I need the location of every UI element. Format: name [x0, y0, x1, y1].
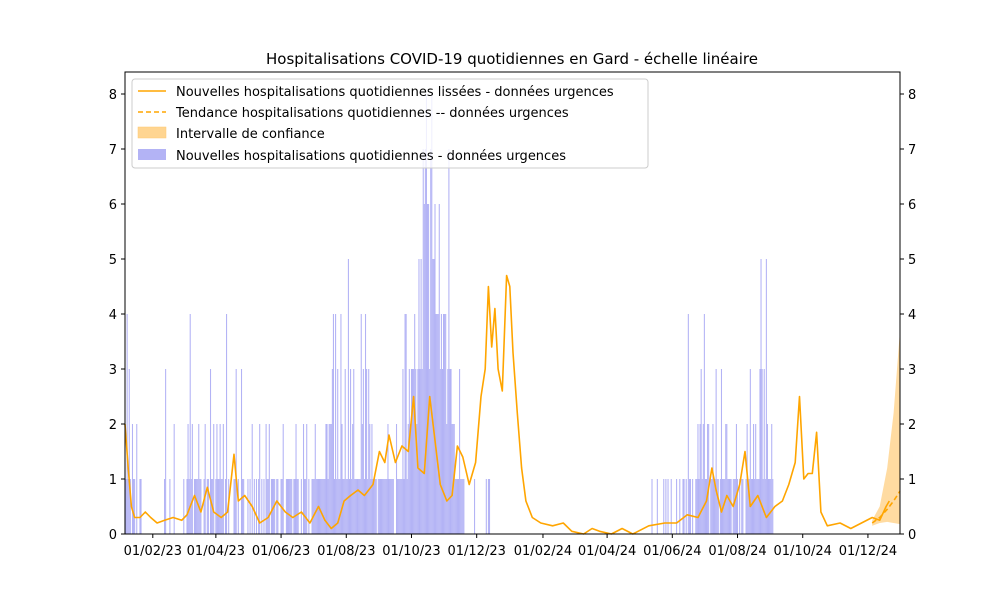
bar [362, 424, 363, 534]
bar [440, 369, 441, 534]
bar [301, 479, 302, 534]
bar [407, 479, 408, 534]
bar [376, 479, 377, 534]
bar [695, 479, 696, 534]
bar [393, 479, 394, 534]
bar [381, 479, 382, 534]
bar [668, 479, 669, 534]
bar [717, 479, 718, 534]
bar [451, 369, 452, 534]
bar [390, 479, 391, 534]
bar [128, 479, 129, 534]
bar [323, 479, 324, 534]
bar [333, 314, 334, 534]
y-tick-label-right: 7 [908, 143, 917, 158]
bar [401, 479, 402, 534]
bar [692, 479, 693, 534]
bar [322, 479, 323, 534]
bar [349, 479, 350, 534]
bar [391, 479, 392, 534]
bar [242, 479, 243, 534]
y-tick-label-left: 7 [108, 143, 117, 158]
bar [345, 369, 346, 534]
bar [247, 479, 248, 534]
bar [164, 479, 165, 534]
bar [708, 424, 709, 534]
bar [352, 424, 353, 534]
bar [192, 424, 193, 534]
bar [236, 369, 237, 534]
bar [369, 424, 370, 534]
bar [718, 479, 719, 534]
bar [258, 479, 259, 534]
bar [752, 479, 753, 534]
bar [169, 479, 170, 534]
bar [316, 479, 317, 534]
x-tick-label: 01/02/23 [123, 544, 182, 559]
bar [188, 424, 189, 534]
bar [360, 479, 361, 534]
bar [276, 479, 277, 534]
y-tick-label-right: 5 [908, 253, 917, 268]
bar [761, 259, 762, 534]
bar [331, 424, 332, 534]
bar [132, 424, 133, 534]
legend-swatch-bars [138, 149, 166, 160]
bar [133, 479, 134, 534]
x-tick-label: 01/06/24 [643, 544, 702, 559]
bar [366, 369, 367, 534]
bar [298, 479, 299, 534]
bar [327, 424, 328, 534]
bar [438, 314, 439, 534]
bar [259, 424, 260, 534]
bar [267, 479, 268, 534]
bar [704, 314, 705, 534]
bar [304, 479, 305, 534]
bar [676, 479, 677, 534]
bar [368, 369, 369, 534]
bar [321, 479, 322, 534]
bar [383, 479, 384, 534]
bar [769, 479, 770, 534]
bar [430, 149, 431, 534]
bar [261, 479, 262, 534]
bar [488, 479, 489, 534]
bar [447, 369, 448, 534]
bar [332, 369, 333, 534]
smoothed-line [125, 276, 889, 535]
bar [359, 479, 360, 534]
bar [277, 479, 278, 534]
bar [386, 479, 387, 534]
bar [347, 479, 348, 534]
bar [750, 369, 751, 534]
y-tick-label-left: 2 [108, 418, 117, 433]
bar [204, 479, 205, 534]
bar [268, 479, 269, 534]
bar [448, 149, 449, 534]
bar [702, 479, 703, 534]
bar [400, 479, 401, 534]
legend-label-trend: Tendance hospitalisations quotidiennes -- données urgences [176, 106, 569, 121]
bar [406, 314, 407, 534]
bar [665, 479, 666, 534]
bar [432, 259, 433, 534]
y-tick-label-right: 1 [908, 473, 917, 488]
bar [389, 479, 390, 534]
bar [129, 369, 130, 534]
bar [425, 149, 426, 534]
bar [397, 479, 398, 534]
bar [256, 479, 257, 534]
bar [758, 479, 759, 534]
y-tick-label-left: 5 [108, 253, 117, 268]
bar [372, 479, 373, 534]
bar [442, 369, 443, 534]
bar [728, 479, 729, 534]
bar [374, 479, 375, 534]
bar [753, 424, 754, 534]
bar [367, 479, 368, 534]
bar [205, 424, 206, 534]
bar [713, 479, 714, 534]
bar [287, 479, 288, 534]
y-tick-label-left: 6 [108, 198, 117, 213]
bar [725, 424, 726, 534]
bar [424, 204, 425, 534]
bar [293, 479, 294, 534]
bar [770, 479, 771, 534]
bar [422, 369, 423, 534]
bar [412, 369, 413, 534]
legend-label-ci: Intervalle de confiance [176, 127, 325, 142]
bar [457, 479, 458, 534]
x-tick-label: 01/06/23 [251, 544, 311, 559]
bar [413, 369, 414, 534]
bar [329, 424, 330, 534]
x-tick-label: 01/12/23 [447, 544, 506, 559]
bar [325, 424, 326, 534]
bar [402, 369, 403, 534]
bar [399, 479, 400, 534]
bar [384, 479, 385, 534]
x-tick-label: 01/08/23 [317, 544, 376, 559]
bar [726, 424, 727, 534]
y-tick-label-left: 8 [108, 88, 117, 103]
bar [341, 424, 342, 534]
bar [449, 369, 450, 534]
bar [312, 479, 313, 534]
bar [350, 369, 351, 534]
bar [686, 479, 687, 534]
bar [443, 314, 444, 534]
bar [433, 259, 434, 534]
bar [690, 479, 691, 534]
bar [271, 479, 272, 534]
bar [731, 479, 732, 534]
bar [200, 479, 201, 534]
bar [671, 479, 672, 534]
bar [703, 424, 704, 534]
bar [727, 479, 728, 534]
bar [363, 369, 364, 534]
bar [379, 479, 380, 534]
bar [455, 479, 456, 534]
bar [428, 204, 429, 534]
bar [313, 479, 314, 534]
bar [225, 479, 226, 534]
bar [134, 479, 135, 534]
bar [463, 479, 464, 534]
bar [756, 479, 757, 534]
bar [351, 479, 352, 534]
bar [716, 369, 717, 534]
bar [689, 479, 690, 534]
bar [190, 314, 191, 534]
bar [356, 479, 357, 534]
bar [724, 479, 725, 534]
bar [371, 424, 372, 534]
y-tick-label-left: 0 [108, 528, 117, 543]
bar [305, 479, 306, 534]
bar [361, 314, 362, 534]
bar [194, 479, 195, 534]
bar [183, 479, 184, 534]
bar [198, 424, 199, 534]
bar [254, 479, 255, 534]
bar [741, 479, 742, 534]
bar [688, 314, 689, 534]
bar [759, 369, 760, 534]
bar [705, 479, 706, 534]
bar [223, 424, 224, 534]
bar [238, 479, 239, 534]
bar [441, 314, 442, 534]
x-tick-label: 01/08/24 [708, 544, 767, 559]
y-tick-label-right: 2 [908, 418, 917, 433]
bar [217, 479, 218, 534]
bar [707, 424, 708, 534]
bar [456, 479, 457, 534]
bar [336, 479, 337, 534]
bar [241, 369, 242, 534]
bar [755, 424, 756, 534]
bar [289, 479, 290, 534]
bar [222, 479, 223, 534]
bar [730, 479, 731, 534]
bar [286, 479, 287, 534]
y-tick-label-left: 1 [108, 473, 117, 488]
bar [364, 479, 365, 534]
bar [418, 259, 419, 534]
smoothed-line-layer [125, 276, 889, 535]
x-tick-label: 01/10/23 [382, 544, 441, 559]
bar [766, 259, 767, 534]
bar [458, 479, 459, 534]
bar [699, 479, 700, 534]
bar [375, 479, 376, 534]
bar [434, 204, 435, 534]
bar [461, 479, 462, 534]
bar [742, 479, 743, 534]
legend-label-bars: Nouvelles hospitalisations quotidiennes - données urgences [176, 149, 566, 164]
x-tick-label: 01/04/23 [186, 544, 246, 559]
bar [398, 479, 399, 534]
y-tick-label-right: 6 [908, 198, 917, 213]
bar [765, 479, 766, 534]
bar [682, 479, 683, 534]
x-tick-label: 01/12/24 [838, 544, 898, 559]
y-tick-label-right: 4 [908, 308, 917, 323]
bar [210, 369, 211, 534]
bar [226, 314, 227, 534]
bar [337, 369, 338, 534]
bar [266, 424, 267, 534]
bar [314, 479, 315, 534]
bar [308, 479, 309, 534]
bar [684, 479, 685, 534]
bar [392, 479, 393, 534]
bar [380, 479, 381, 534]
bar [141, 479, 142, 534]
bar [382, 479, 383, 534]
y-tick-label-left: 4 [108, 308, 117, 323]
bar [353, 369, 354, 534]
bar [772, 479, 773, 534]
x-tick-label: 01/10/24 [773, 544, 832, 559]
bar [354, 479, 355, 534]
bar [754, 479, 755, 534]
bar [378, 479, 379, 534]
bar [288, 479, 289, 534]
bar [335, 314, 336, 534]
bar [195, 479, 196, 534]
bar [405, 314, 406, 534]
bar [186, 479, 187, 534]
bar [385, 479, 386, 534]
y-tick-label-right: 3 [908, 363, 917, 378]
bar [710, 479, 711, 534]
bar [358, 479, 359, 534]
bar [452, 424, 453, 534]
bar [462, 479, 463, 534]
bar [346, 479, 347, 534]
bar [437, 314, 438, 534]
bar [736, 424, 737, 534]
bar [324, 479, 325, 534]
bar [436, 314, 437, 534]
bar [235, 479, 236, 534]
bar [420, 369, 421, 534]
bar [771, 424, 772, 534]
bar [423, 149, 424, 534]
y-tick-label-right: 0 [908, 528, 917, 543]
bar [338, 479, 339, 534]
bar [403, 479, 404, 534]
bar [290, 479, 291, 534]
bar [215, 479, 216, 534]
legend-swatch-ci [138, 127, 166, 138]
bar [340, 314, 341, 534]
bar [486, 479, 487, 534]
bar [344, 479, 345, 534]
bar [315, 424, 316, 534]
bar [757, 479, 758, 534]
bar [221, 479, 222, 534]
legend [132, 79, 648, 168]
bar [711, 479, 712, 534]
bar [427, 204, 428, 534]
bar [663, 479, 664, 534]
y-tick-label-left: 3 [108, 363, 117, 378]
bar [746, 479, 747, 534]
bar [330, 424, 331, 534]
bar [735, 479, 736, 534]
bar [489, 479, 490, 534]
bar [768, 479, 769, 534]
chart-title: Hospitalisations COVID-19 quotidiennes en Gard - échelle linéaire [266, 50, 758, 68]
bar [196, 479, 197, 534]
bar [348, 259, 349, 534]
x-tick-label: 01/02/24 [513, 544, 573, 559]
bar [216, 424, 217, 534]
bar [706, 479, 707, 534]
bar [234, 479, 235, 534]
bar [272, 479, 273, 534]
bar [139, 479, 140, 534]
bar [429, 369, 430, 534]
bar [446, 424, 447, 534]
bar [320, 479, 321, 534]
bar [411, 369, 412, 534]
bar [296, 424, 297, 534]
bar [474, 479, 475, 534]
bar [294, 479, 295, 534]
bar [126, 479, 127, 534]
bar [213, 424, 214, 534]
bar [444, 314, 445, 534]
bar [460, 479, 461, 534]
bar [365, 314, 366, 534]
bar [657, 479, 658, 534]
bar [165, 369, 166, 534]
bar [396, 424, 397, 534]
bar [679, 479, 680, 534]
bar [219, 479, 220, 534]
x-tick-label: 01/04/24 [577, 544, 637, 559]
bar [243, 479, 244, 534]
bar [283, 424, 284, 534]
bar [250, 479, 251, 534]
bar [291, 479, 292, 534]
bar [252, 424, 253, 534]
bar [421, 259, 422, 534]
bar [303, 424, 304, 534]
bar [263, 479, 264, 534]
legend-label-smoothed: Nouvelles hospitalisations quotidiennes lissées - données urgences [176, 85, 614, 100]
bar [297, 479, 298, 534]
bar [737, 479, 738, 534]
bar [700, 424, 701, 534]
bar [355, 479, 356, 534]
bar [696, 479, 697, 534]
bar [339, 479, 340, 534]
bar [127, 314, 128, 534]
y-tick-label-right: 8 [908, 88, 917, 103]
